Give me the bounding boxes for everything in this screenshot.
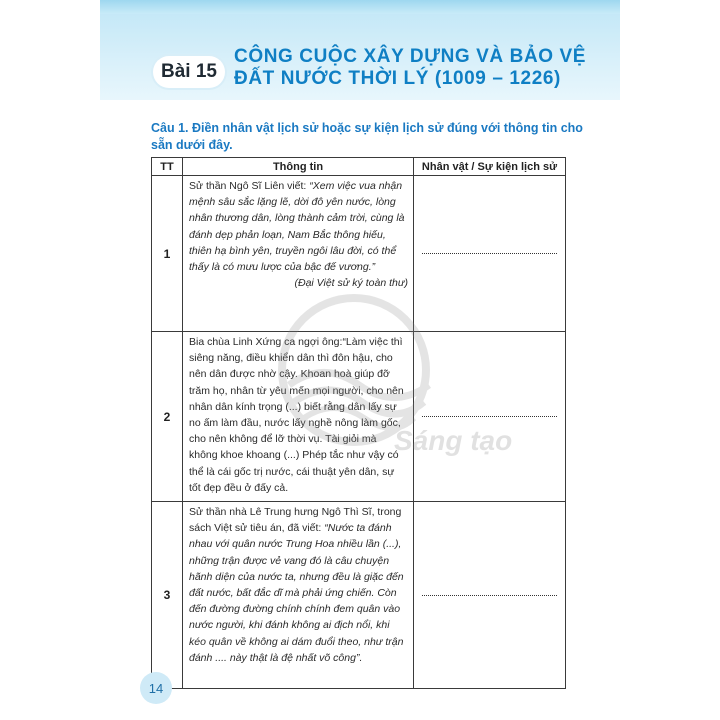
row-number: 3	[152, 502, 183, 689]
table-header-row	[152, 158, 566, 176]
watermark-text: Sáng tạo	[394, 425, 513, 456]
row-info	[183, 176, 414, 332]
lesson-title	[234, 46, 594, 90]
header-tt: TT	[152, 158, 183, 176]
info-intro: Sử thần nhà Lê Trung hưng Ngô Thì Sĩ, trong sách Việt sử tiêu án, đã viết:	[189, 506, 402, 535]
info-quote: “Xem việc vua nhận mệnh sâu sắc lặng lẽ, dời đô yên nước, lòng nhân thương dân, lòng thành cảm trời, cùng là đánh dẹp phản loạn, Nam Bắc thông hiếu, thiên hạ bình yên, truyền ngôi lâu đời, có thể thấy là có mưu lược của bậc đế vương.”	[189, 180, 405, 274]
table-row	[152, 332, 566, 502]
row-number: 1	[152, 176, 183, 332]
lesson-title-line-1: CÔNG CUỘC XÂY DỰNG VÀ BẢO VỆ	[234, 46, 587, 67]
header-info: Thông tin	[183, 158, 414, 176]
answer-blank[interactable]	[422, 253, 557, 254]
row-info	[183, 332, 414, 502]
info-intro: Sử thần Ngô Sĩ Liên viết:	[189, 180, 310, 192]
question-prompt	[151, 120, 591, 154]
answer-blank[interactable]	[422, 595, 557, 596]
info-quote: “Làm việc thì siêng năng, điều khiển dân thì đôn hậu, cho nên dân được nhờ cậy. Khoan hoà giúp đỡ trăm họ, nhân từ yêu mến mọi người, cho nên nhân dân kính trọng (...) biết rằng dân lấy sự no ấm làm đầu, nước lấy nghề nông làm gốc, cho nên không để lỡ thời vụ. Tài giỏi mà không khoe khoang (...) Phép tắc như vậy có thể là cái gốc trị nước, cái thuật yên dân, sự tốt đẹp đều ở đấy cả.	[189, 336, 404, 494]
lesson-label: Bài 15	[153, 56, 225, 88]
question-line-2: sẵn dưới đây.	[151, 138, 233, 152]
info-quote: “Nước ta đánh nhau với quân nước Trung Hoa nhiều lần (...), những trận được vẻ vang đó là câu chuyện hãnh diện của nước ta, nhưng đều là giặc đến đất nước, bất đắc dĩ mà phải ứng chiến. Còn đến đường đường chính chính đem quân vào nước người, khi đánh không ai địch nổi, khi kéo quân về không ai dám đuổi theo, như trận đánh .... này thật là đệ nhất võ công”.	[189, 522, 404, 664]
row-number: 2	[152, 332, 183, 502]
lesson-title-line-2: ĐẤT NƯỚC THỜI LÝ (1009 – 1226)	[234, 68, 561, 89]
table-row	[152, 502, 566, 689]
info-intro: Bia chùa Linh Xứng ca ngợi ông:	[189, 336, 343, 348]
page-number: 14	[140, 672, 172, 704]
table-row	[152, 176, 566, 332]
question-line-1: Câu 1. Điền nhân vật lịch sử hoặc sự kiện lịch sử đúng với thông tin cho	[151, 121, 583, 135]
answer-cell[interactable]	[414, 332, 566, 502]
answer-blank[interactable]	[422, 416, 557, 417]
info-source: (Đại Việt sử ký toàn thư)	[294, 277, 408, 290]
header-answer: Nhân vật / Sự kiện lịch sử	[414, 158, 566, 176]
row-info	[183, 502, 414, 689]
answer-table	[151, 157, 566, 689]
answer-cell[interactable]	[414, 176, 566, 332]
answer-cell[interactable]	[414, 502, 566, 689]
